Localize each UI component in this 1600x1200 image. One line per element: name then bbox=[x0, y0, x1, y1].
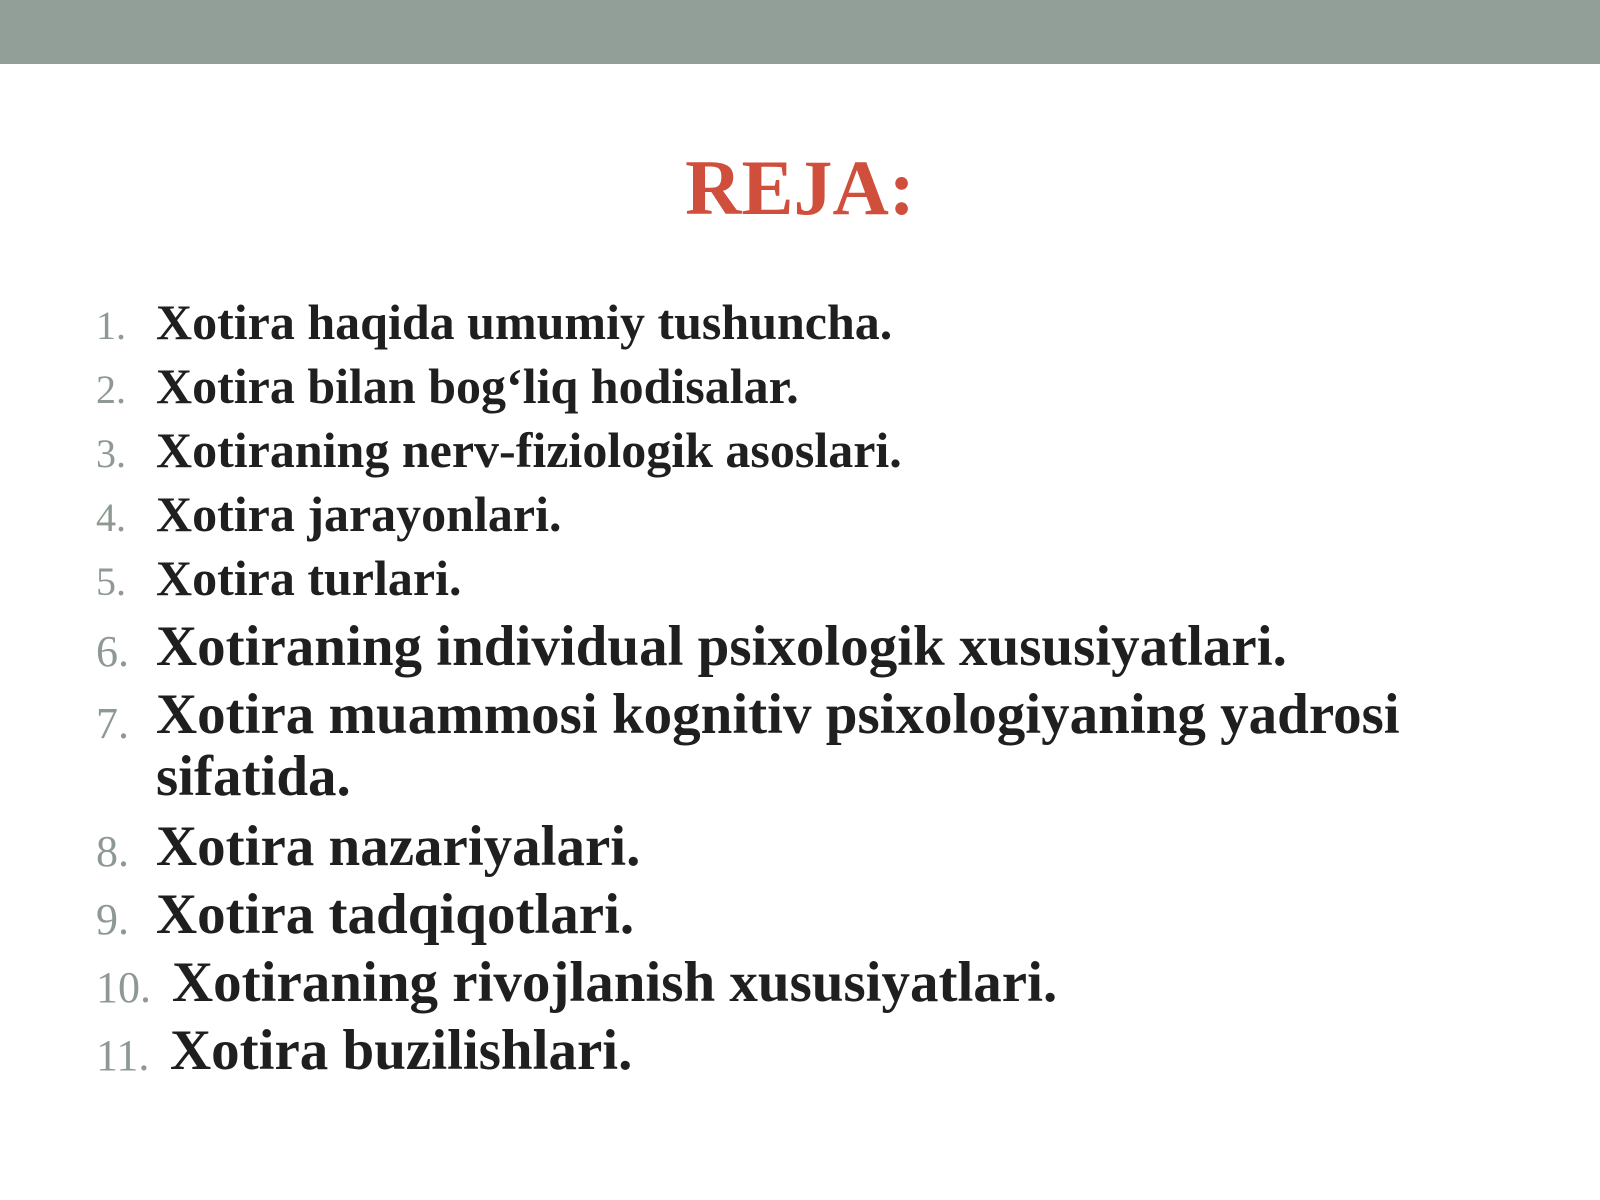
plan-item bbox=[96, 548, 1536, 608]
plan-item-number: 2. bbox=[96, 367, 126, 412]
plan-item-text: Xotira nazariyalari. bbox=[156, 815, 641, 878]
plan-item bbox=[96, 612, 1536, 682]
plan-item-number: 5. bbox=[96, 559, 126, 604]
plan-item-text: Xotira haqida umumiy tushuncha. bbox=[156, 294, 893, 350]
plan-item-number: 4. bbox=[96, 495, 126, 540]
plan-item-text: Xotira turlari. bbox=[156, 550, 462, 606]
plan-item bbox=[96, 356, 1536, 416]
plan-item-text: Xotira bilan bog‘liq hodisalar. bbox=[156, 358, 799, 414]
plan-item bbox=[96, 292, 1536, 352]
plan-item-number: 1. bbox=[96, 303, 126, 348]
plan-item-text: Xotira jarayonlari. bbox=[156, 486, 562, 542]
plan-item-number: 10. bbox=[96, 963, 151, 1012]
top-accent-bar bbox=[0, 0, 1600, 64]
plan-item bbox=[96, 484, 1536, 544]
plan-item-text: Xotiraning nerv-fiziologik asoslari. bbox=[156, 422, 902, 478]
plan-item-text: Xotira buzilishlari. bbox=[170, 1019, 633, 1082]
plan-item bbox=[96, 684, 1536, 814]
slide-title-text: REJA: bbox=[685, 144, 915, 231]
plan-item-number: 8. bbox=[96, 827, 129, 876]
plan-item bbox=[96, 880, 1536, 950]
plan-item bbox=[96, 1016, 1536, 1086]
plan-item-text: Xotira tadqiqotlari. bbox=[156, 883, 635, 946]
plan-item-number: 6. bbox=[96, 627, 129, 676]
slide-title bbox=[0, 138, 1600, 238]
plan-item-text: Xotiraning individual psixologik xususiyatlari. bbox=[156, 615, 1287, 678]
plan-item-text: Xotira muammosi kognitiv psixologiyaning yadrosi sifatida. bbox=[156, 683, 1400, 808]
plan-item-number: 11. bbox=[96, 1031, 150, 1080]
plan-item bbox=[96, 812, 1536, 882]
plan-item-text: Xotiraning rivojlanish xususiyatlari. bbox=[172, 951, 1058, 1014]
plan-item bbox=[96, 948, 1536, 1018]
plan-item bbox=[96, 420, 1536, 480]
plan-item-number: 7. bbox=[96, 699, 129, 748]
plan-item-number: 3. bbox=[96, 431, 126, 476]
plan-item-number: 9. bbox=[96, 895, 129, 944]
